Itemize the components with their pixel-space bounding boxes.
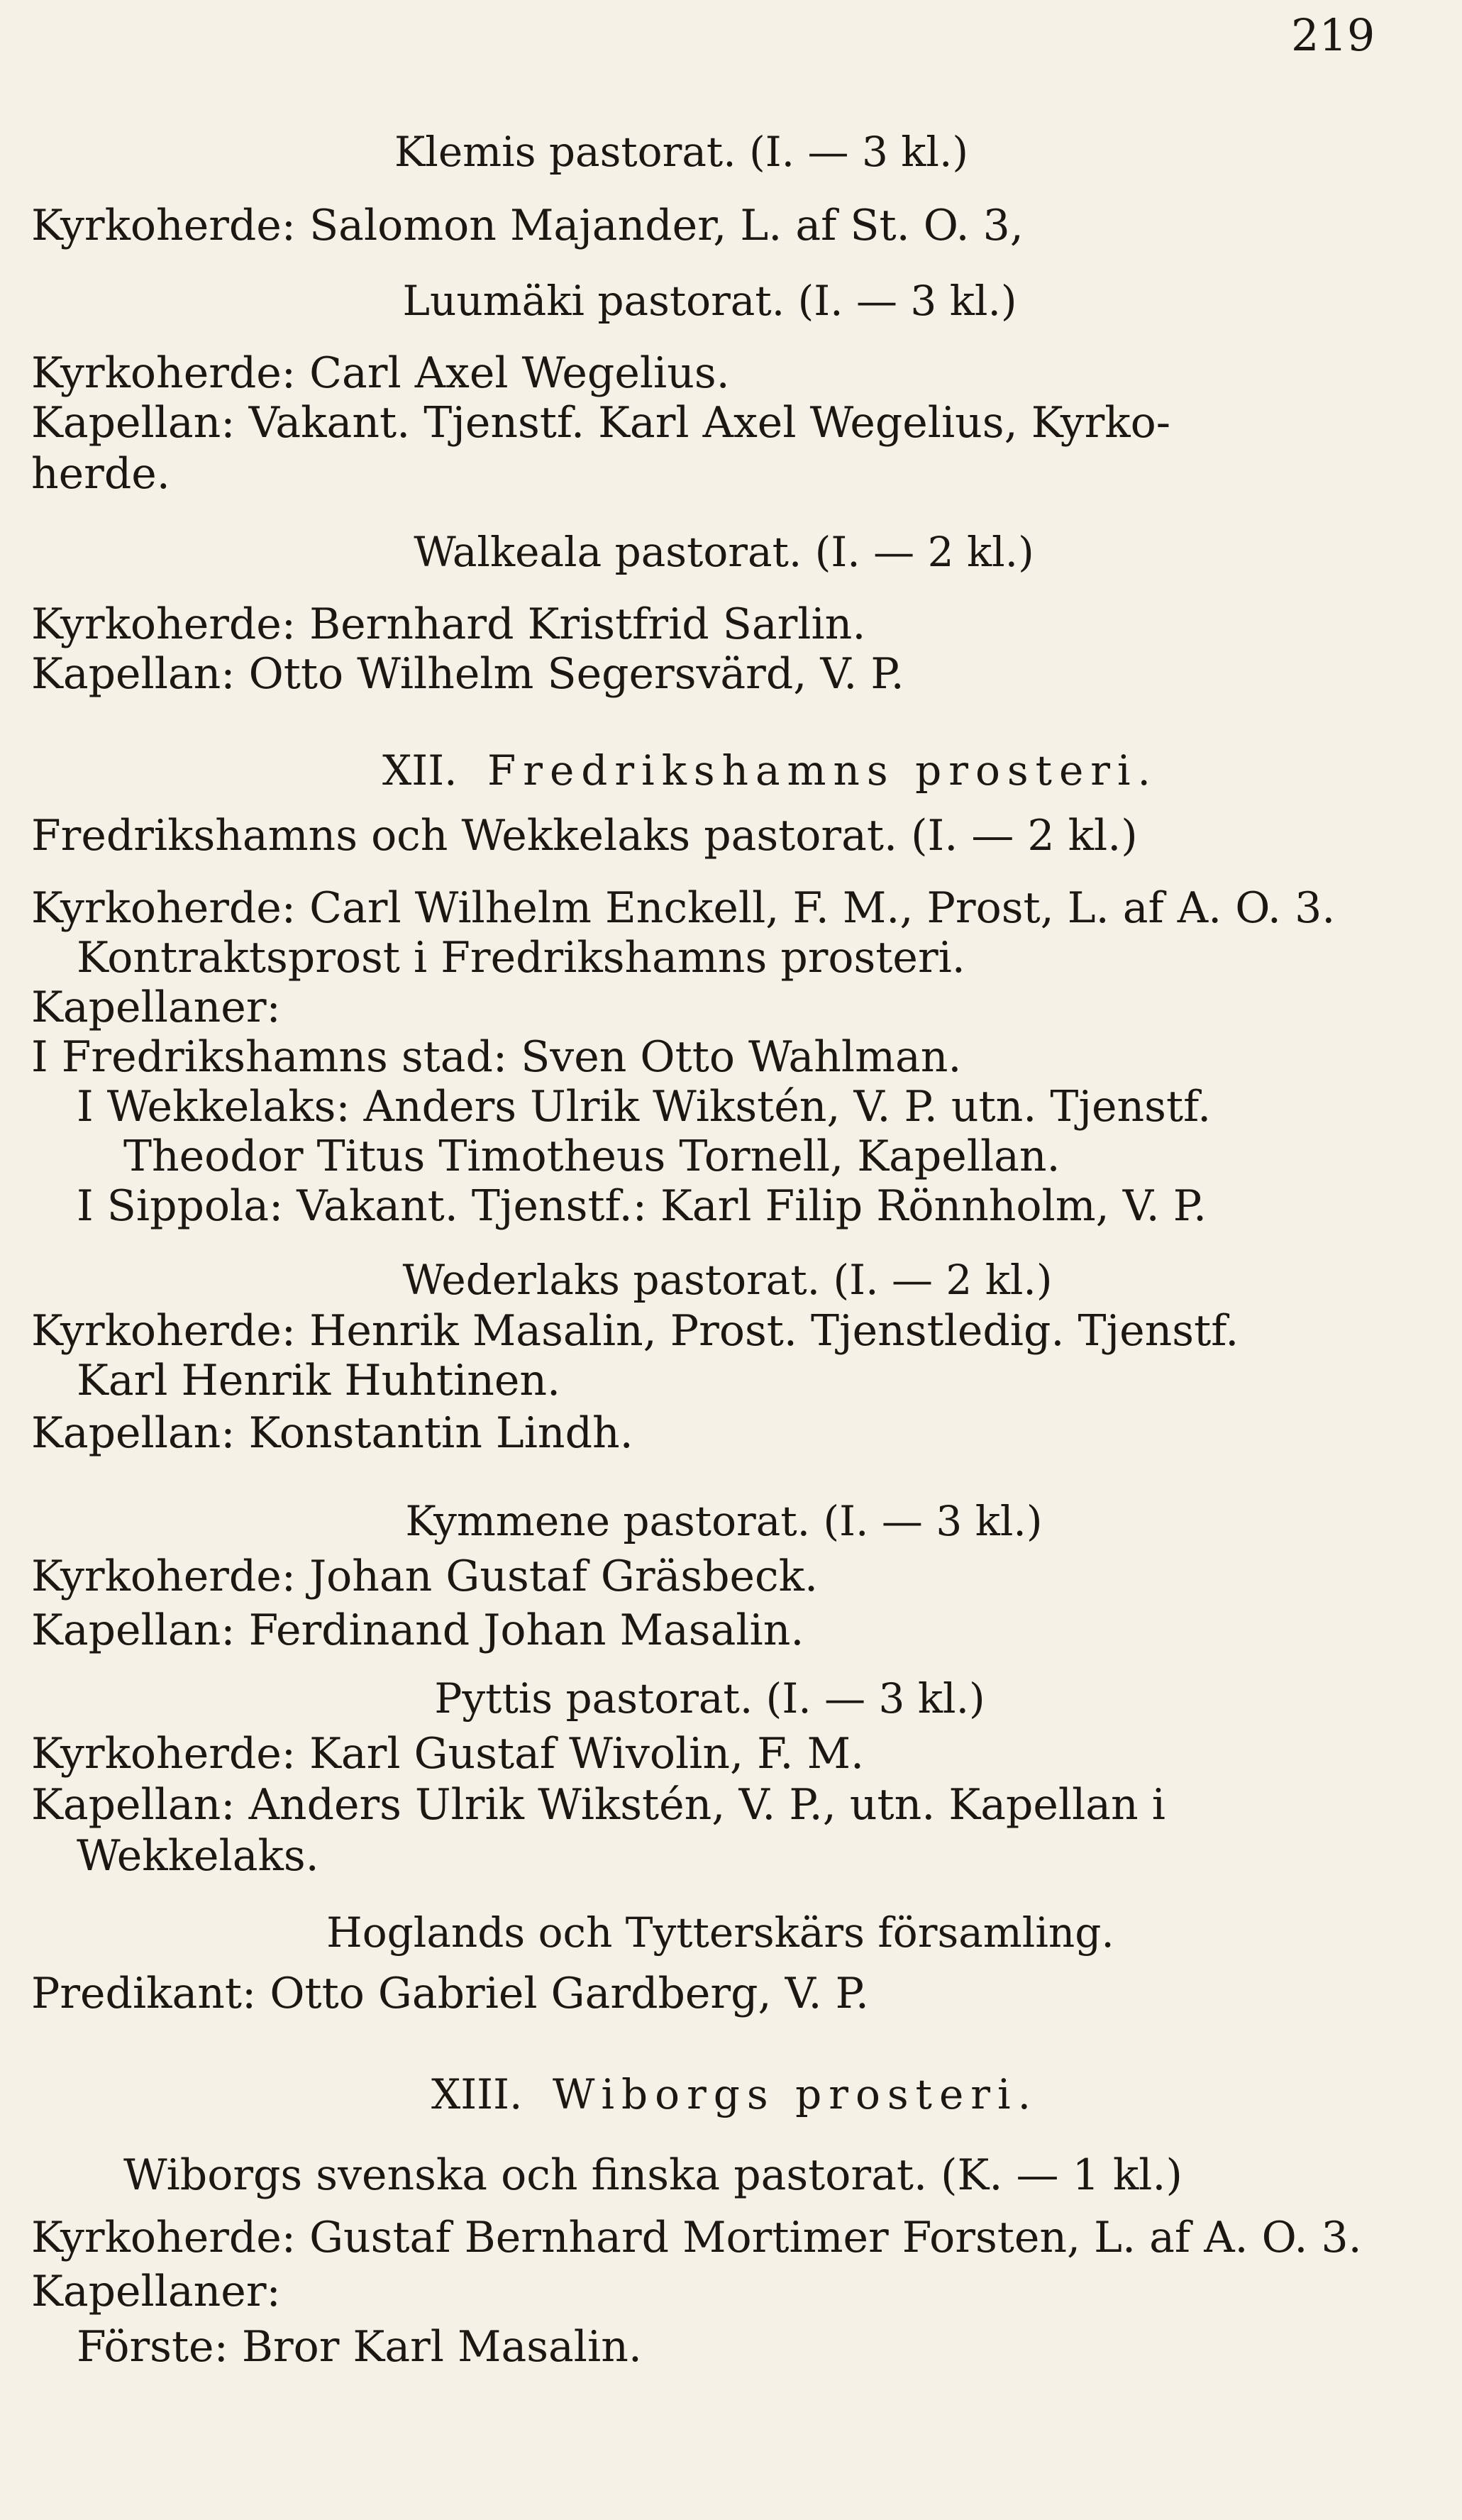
parish-heading: Luumäki pastorat. (I. — 3 kl.) xyxy=(402,277,1017,325)
entry-line: Kapellan: Konstantin Lindh. xyxy=(31,1408,633,1458)
parish-heading: Wederlaks pastorat. (I. — 2 kl.) xyxy=(402,1256,1053,1304)
deanery-heading xyxy=(0,745,1462,796)
entry-line: Kapellan: Anders Ulrik Wikstén, V. P., utn. Kapellan i xyxy=(31,1780,1165,1830)
parish-heading: Hoglands och Tytterskärs församling. xyxy=(326,1908,1114,1957)
entry-line: Kontraktsprost i Fredrikshamns prosteri. xyxy=(77,933,965,983)
entry-line: Kyrkoherde: Johan Gustaf Gräsbeck. xyxy=(31,1552,819,1601)
entry-line: Kapellan: Vakant. Tjenstf. Karl Axel Wegelius, Kyrko- xyxy=(31,398,1171,448)
entry-line: Predikant: Otto Gabriel Gardberg, V. P. xyxy=(31,1969,869,2018)
entry-line: Fredrikshamns och Wekkelaks pastorat. (I. — 2 kl.) xyxy=(31,811,1138,861)
entry-line: Förste: Bror Karl Masalin. xyxy=(77,2322,642,2372)
entry-line: Wiborgs svenska och finska pastorat. (K. — 1 kl.) xyxy=(123,2150,1183,2200)
entry-line: Theodor Titus Timotheus Tornell, Kapellan. xyxy=(123,1132,1060,1181)
entry-line: I Fredrikshamns stad: Sven Otto Wahlman. xyxy=(31,1032,962,1082)
entry-line: Kyrkoherde: Carl Wilhelm Enckell, F. M., Prost, L. af A. O. 3. xyxy=(31,883,1336,933)
entry-line: Karl Henrik Huhtinen. xyxy=(77,1356,561,1405)
entry-line: Wekkelaks. xyxy=(77,1831,319,1881)
parish-heading: Kymmene pastorat. (I. — 3 kl.) xyxy=(405,1497,1043,1545)
deanery-number: XIII. xyxy=(431,2070,523,2118)
entry-line: Kyrkoherde: Gustaf Bernhard Mortimer Forsten, L. af A. O. 3. xyxy=(31,2213,1362,2262)
entry-line: Kyrkoherde: Salomon Majander, L. af St. O. 3, xyxy=(31,201,1024,250)
deanery-title: Wiborgs prosteri. xyxy=(552,2070,1039,2118)
deanery-number: XII. xyxy=(382,746,458,795)
entry-line: Kapellaner: xyxy=(31,983,281,1032)
entry-line: Kyrkoherde: Henrik Masalin, Prost. Tjenstledig. Tjenstf. xyxy=(31,1306,1239,1356)
deanery-heading xyxy=(0,2069,1462,2120)
entry-line: herde. xyxy=(31,449,170,499)
entry-line: Kapellaner: xyxy=(31,2267,281,2316)
entry-line: Kyrkoherde: Bernhard Kristfrid Sarlin. xyxy=(31,599,866,649)
entry-line: Kapellan: Otto Wilhelm Segersvärd, V. P. xyxy=(31,649,904,699)
entry-line: I Wekkelaks: Anders Ulrik Wikstén, V. P. utn. Tjenstf. xyxy=(77,1082,1212,1132)
deanery-title: Fredrikshamns prosteri. xyxy=(487,746,1158,795)
parish-heading: Walkeala pastorat. (I. — 2 kl.) xyxy=(414,528,1034,576)
entry-line: Kapellan: Ferdinand Johan Masalin. xyxy=(31,1606,804,1655)
entry-line: I Sippola: Vakant. Tjenstf.: Karl Filip Rönnholm, V. P. xyxy=(77,1181,1207,1231)
parish-heading: Pyttis pastorat. (I. — 3 kl.) xyxy=(434,1674,985,1723)
page-number: 219 xyxy=(1291,9,1375,61)
entry-line: Kyrkoherde: Karl Gustaf Wivolin, F. M. xyxy=(31,1729,865,1779)
entry-line: Kyrkoherde: Carl Axel Wegelius. xyxy=(31,348,730,398)
parish-heading: Klemis pastorat. (I. — 3 kl.) xyxy=(394,128,969,176)
